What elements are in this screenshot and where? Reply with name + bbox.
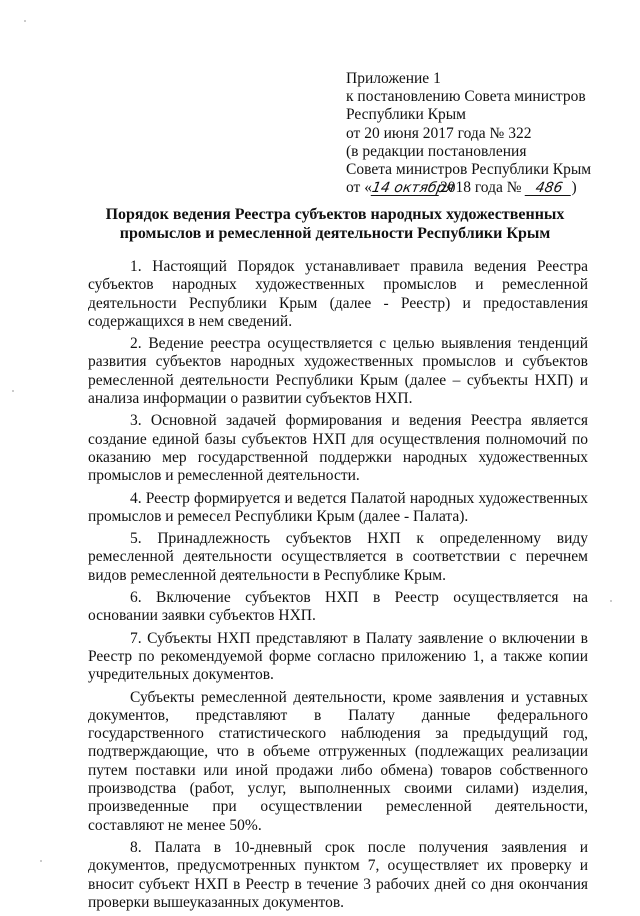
header-line: (в редакции постановления (346, 142, 527, 160)
handwritten-date: 14 октября (370, 180, 456, 197)
title-line: Порядок ведения Реестра субъектов народных художественных (105, 206, 565, 223)
title-line: промыслов и ремесленной деятельности Республики Крым (119, 225, 551, 242)
paragraph: 7. Субъекты НХП представляют в Палату заявление о включении в Реестр по рекомендуемой форме согласно приложению 1, а также копии учредительных документов. (88, 629, 588, 684)
document-title (70, 205, 600, 243)
handwritten-number: 486 (524, 181, 573, 196)
scan-speck (610, 600, 612, 602)
header-date-line (346, 179, 626, 197)
date-prefix: от « (346, 179, 372, 197)
paragraph: Субъекты ремесленной деятельности, кроме заявления и уставных документов, представляют в Палату данные федерального государственного статистического наблюдения за предыдущий год, подтверждающие, что в объеме отгруженных (подлежащих реализации путем поставки или иной продажи либо обмена) товаров собственного производства (работ, услуг, выполненных своими силами) изделия, произведенные при осуществлении ремесленной деятельности, составляют не менее 50%. (88, 688, 588, 834)
header-line: от 20 июня 2017 года № 322 (346, 124, 532, 142)
scan-speck (40, 860, 42, 862)
document-body (88, 258, 588, 916)
paragraph: 2. Ведение реестра осуществляется с целью выявления тенденций развития субъектов народных художественных промыслов и субъектов ремесленной деятельности Республики Крым (далее – субъекты НХП) и анализа информации о развитии субъектов НХП. (88, 335, 588, 408)
paragraph: 4. Реестр формируется и ведется Палатой народных художественных промыслов и ремесел Республики Крым (далее - Палата). (88, 489, 588, 525)
paragraph: 3. Основной задачей формирования и ведения Реестра является создание единой базы субъектов НХП для осуществления полномочий по оказанию мер государственной поддержки народных художественных промыслов и ремесленной деятельности. (88, 412, 588, 485)
paragraph: 8. Палата в 10-дневный срок после получения заявления и документов, предусмотренных пунктом 7, осуществляет их проверку и вносит субъект НХП в Реестр в течение 3 рабочих дней со дня окончания проверки вышеуказанных документов. (88, 838, 588, 911)
paragraph: 1. Настоящий Порядок устанавливает правила ведения Реестра субъектов народных художественных промыслов и ремесленной деятельности Республики Крым (далее - Реестр) и предоставления содержащихся в нем сведений. (88, 258, 588, 330)
header-line: Приложение 1 (346, 70, 441, 87)
date-mid: 2018 года № (439, 179, 522, 197)
scan-speck (12, 390, 14, 392)
paragraph: 5. Принадлежность субъектов НХП к определенному виду ремесленной деятельности осуществляется в соответствии с перечнем видов ремесленной деятельности в Республике Крым. (88, 530, 588, 584)
header-line: Республики Крым (346, 106, 466, 124)
header-line: Совета министров Республики Крым (346, 161, 592, 179)
paragraph: 6. Включение субъектов НХП в Реестр осуществляется на основании заявки субъектов НХП. (88, 589, 588, 625)
date-suffix: ) (571, 179, 577, 197)
appendix-header (346, 70, 626, 197)
header-line: к постановлению Совета министров (346, 88, 586, 106)
scan-speck (24, 20, 26, 22)
